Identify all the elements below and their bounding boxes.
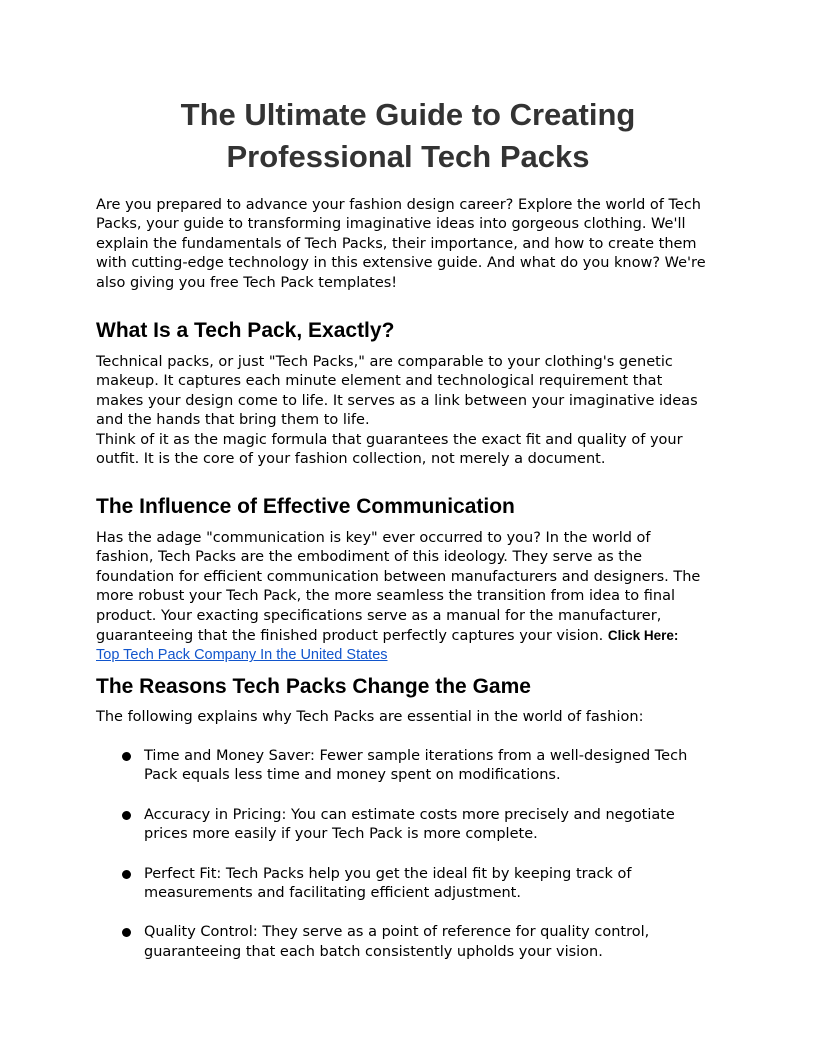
text-line: makes your design come to life. It serves as a link between your imaginative ideas bbox=[96, 392, 698, 409]
bullet-icon bbox=[122, 811, 131, 820]
section-heading-communication: The Influence of Effective Communication bbox=[96, 495, 515, 518]
page-title bbox=[96, 94, 720, 178]
text-line: Pack equals less time and money spent on modifications. bbox=[144, 767, 561, 784]
bullet-icon bbox=[122, 870, 131, 879]
text-line: Has the adage "communication is key" ever occurred to you? In the world of bbox=[96, 530, 651, 546]
text-line: fashion, Tech Packs are the embodiment of this ideology. They serve as the bbox=[96, 549, 643, 566]
intro-paragraph bbox=[96, 196, 726, 293]
text-line: outfit. It is the core of your fashion collection, not merely a document. bbox=[96, 451, 606, 468]
list-item bbox=[96, 747, 716, 786]
title-line-2: Professional Tech Packs bbox=[226, 139, 590, 174]
link-line bbox=[96, 646, 726, 665]
text-line: Technical packs, or just "Tech Packs," are comparable to your clothing's genetic bbox=[96, 354, 673, 370]
text-line: explain the fundamentals of Tech Packs, their importance, and how to create them bbox=[96, 235, 697, 252]
text-line: more robust your Tech Pack, the more seamless the transition from idea to final bbox=[96, 588, 676, 605]
text-line: Quality Control: They serve as a point of reference for quality control, bbox=[144, 924, 650, 941]
text-line: also giving you free Tech Pack templates! bbox=[96, 274, 398, 291]
text-line: Are you prepared to advance your fashion design career? Explore the world of Tech bbox=[96, 197, 701, 213]
text-line: measurements and facilitating efficient adjustment. bbox=[144, 885, 521, 902]
bullet-icon bbox=[122, 752, 131, 761]
text-line: guaranteeing that each batch consistently upholds your vision. bbox=[144, 943, 603, 960]
text-line: product. Your exacting specifications serve as a manual for the manufacturer, bbox=[96, 607, 662, 624]
click-here-label: Click Here: bbox=[607, 628, 679, 644]
text-line: makeup. It captures each minute element and technological requirement that bbox=[96, 373, 663, 390]
section1-paragraph bbox=[96, 353, 726, 469]
text-line: Think of it as the magic formula that guarantees the exact fit and quality of your bbox=[96, 431, 683, 448]
list-item bbox=[96, 923, 716, 962]
text-line: foundation for efficient communication between manufacturers and designers. The bbox=[96, 568, 701, 585]
text-line: Accuracy in Pricing: You can estimate costs more precisely and negotiate bbox=[144, 806, 675, 823]
text-line: Time and Money Saver: Fewer sample iterations from a well-designed Tech bbox=[144, 748, 688, 764]
list-item bbox=[96, 806, 716, 845]
title-line-1: The Ultimate Guide to Creating bbox=[180, 97, 636, 132]
text-line: guaranteeing that the finished product perfectly captures your vision. bbox=[96, 628, 604, 645]
section-heading-what-is: What Is a Tech Pack, Exactly? bbox=[96, 319, 395, 342]
text-line: The following explains why Tech Packs are essential in the world of fashion: bbox=[96, 709, 644, 725]
text-line: and the hands that bring them to life. bbox=[96, 412, 370, 429]
bullet-icon bbox=[122, 928, 131, 937]
text-line: with cutting-edge technology in this extensive guide. And what do you know? We're bbox=[96, 255, 706, 272]
tech-pack-company-link[interactable]: Top Tech Pack Company In the United States bbox=[96, 647, 388, 664]
section2-paragraph bbox=[96, 529, 726, 666]
text-line-with-cta bbox=[96, 626, 726, 646]
reasons-list bbox=[96, 747, 716, 982]
section3-intro bbox=[96, 708, 726, 727]
text-line: prices more easily if your Tech Pack is more complete. bbox=[144, 826, 538, 843]
section-heading-reasons: The Reasons Tech Packs Change the Game bbox=[96, 675, 531, 698]
text-line: Packs, your guide to transforming imaginative ideas into gorgeous clothing. We'll bbox=[96, 216, 686, 233]
text-line: Perfect Fit: Tech Packs help you get the ideal fit by keeping track of bbox=[144, 865, 632, 882]
list-item bbox=[96, 865, 716, 904]
